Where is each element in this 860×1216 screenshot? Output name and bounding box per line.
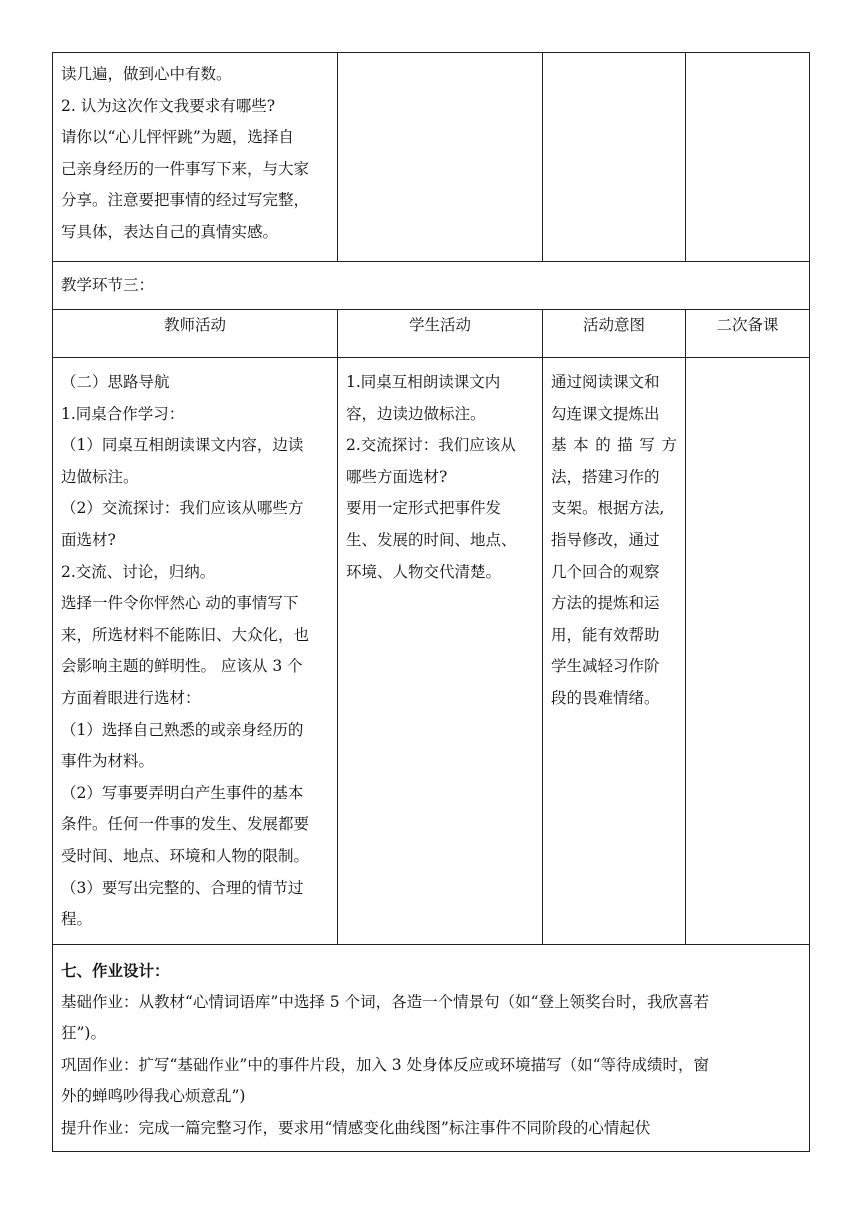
- text-line: 选择一件令你怦然心 动的事情写下: [61, 594, 299, 613]
- text-line: （1）同桌互相朗读课文内容，边读: [61, 436, 304, 455]
- header-row: [53, 310, 810, 358]
- text-line: 会影响主题的鲜明性。 应该从 3 个: [61, 657, 303, 676]
- second-prep-cell: [686, 358, 810, 945]
- text-line: 通过阅读课文和: [551, 373, 660, 391]
- text-line: 来，所选材料不能陈旧、大众化，也: [61, 625, 310, 644]
- header-second: 二次备课: [686, 310, 810, 358]
- text-line: 段的畏难情绪。: [551, 688, 660, 707]
- lesson-plan-table: [52, 52, 810, 1152]
- homework-line: 基础作业：从教材“心情词语库”中选择 5 个词，各造一个情景句（如“登上领奖台时，我欣喜若: [61, 992, 709, 1011]
- header-student: 学生活动: [338, 310, 543, 358]
- text-line: 法，搭建习作的: [551, 467, 660, 486]
- homework-line: 提升作业：完成一篇完整习作，要求用“情感变化曲线图”标注事件不同阶段的心情起伏: [61, 1118, 651, 1137]
- text-line: 几个回合的观察: [551, 562, 660, 581]
- text-line: （3）要写出完整的、合理的情节过: [61, 878, 304, 897]
- text-line: 1.同桌互相朗读课文内: [346, 373, 501, 391]
- section3-cell: [53, 262, 810, 310]
- continuation-student-cell: [338, 53, 543, 262]
- text-line: 边做标注。: [61, 467, 139, 486]
- text-line: 请你以“心儿怦怦跳”为题，选择自: [61, 128, 294, 147]
- text-line: 1.同桌合作学习：: [61, 404, 185, 423]
- text-line: 己亲身经历的一件事写下来，与大家: [61, 159, 310, 178]
- text-line: 用，能有效帮助: [551, 625, 660, 644]
- text-line: 指导修改，通过: [551, 530, 660, 549]
- homework-row: [53, 945, 810, 1152]
- text-line: 基本的描写方: [551, 436, 677, 455]
- text-line: 生、发展的时间、地点、: [346, 530, 517, 549]
- continuation-teacher-cell: [53, 53, 338, 262]
- text-line: 读几遍，做到心中有数。: [61, 65, 232, 83]
- text-line: 2.交流、讨论，归纳。: [61, 562, 216, 581]
- text-line: 程。: [61, 910, 93, 929]
- text-line: 容，边读边做标注。: [346, 404, 486, 423]
- text-line: 要用一定形式把事件发: [346, 499, 502, 518]
- homework-cell: [53, 945, 810, 1152]
- text-line: 条件。任何一件事的发生、发展都要: [61, 815, 310, 834]
- continuation-second-cell: [686, 53, 810, 262]
- homework-line: 巩固作业：扩写“基础作业”中的事件片段，加入 3 处身体反应或环境描写（如“等待成绩时，窗: [61, 1055, 709, 1074]
- text-line: 学生减轻习作阶: [551, 657, 660, 676]
- text-line: 分享。注意要把事情的经过写完整，: [61, 191, 310, 210]
- text-line: 2.交流探讨：我们应该从: [346, 436, 516, 455]
- text-line: （2）写事要弄明白产生事件的基本: [61, 783, 304, 802]
- text-line: 事件为材料。: [61, 752, 155, 771]
- header-intent: 活动意图: [543, 310, 686, 358]
- intent-cell: [543, 358, 686, 945]
- text-line: 2. 认为这次作文我要求有哪些?: [61, 96, 276, 115]
- text-line: 环境、人物交代清楚。: [346, 562, 502, 581]
- header-teacher: 教师活动: [53, 310, 338, 358]
- homework-line: 外的蝉鸣吵得我心烦意乱”): [61, 1087, 246, 1106]
- section3-row: [53, 262, 810, 310]
- text-line: 支架。根据方法,: [551, 499, 665, 518]
- text-line: （1）选择自己熟悉的或亲身经历的: [61, 720, 304, 739]
- teacher-activity-cell: [53, 358, 338, 945]
- text-line: （2）交流探讨：我们应该从哪些方: [61, 499, 304, 518]
- text-line: 面选材?: [61, 530, 116, 549]
- continuation-intent-cell: [543, 53, 686, 262]
- homework-title: 七、作业设计：: [61, 961, 170, 980]
- text-line: 受时间、地点、环境和人物的限制。: [61, 846, 310, 865]
- text-line: （二）思路导航: [61, 373, 170, 391]
- continuation-row: [53, 53, 810, 262]
- section3-title: 教学环节三：: [61, 275, 155, 294]
- text-line: 勾连课文提炼出: [551, 404, 660, 423]
- text-line: 方面着眼进行选材：: [61, 688, 201, 707]
- homework-line: 狂”)。: [61, 1024, 106, 1043]
- content-row: [53, 358, 810, 945]
- text-line: 写具体，表达自己的真情实感。: [61, 222, 279, 241]
- text-line: 方法的提炼和运: [551, 594, 660, 613]
- text-line: 哪些方面选材?: [346, 467, 448, 486]
- student-activity-cell: [338, 358, 543, 945]
